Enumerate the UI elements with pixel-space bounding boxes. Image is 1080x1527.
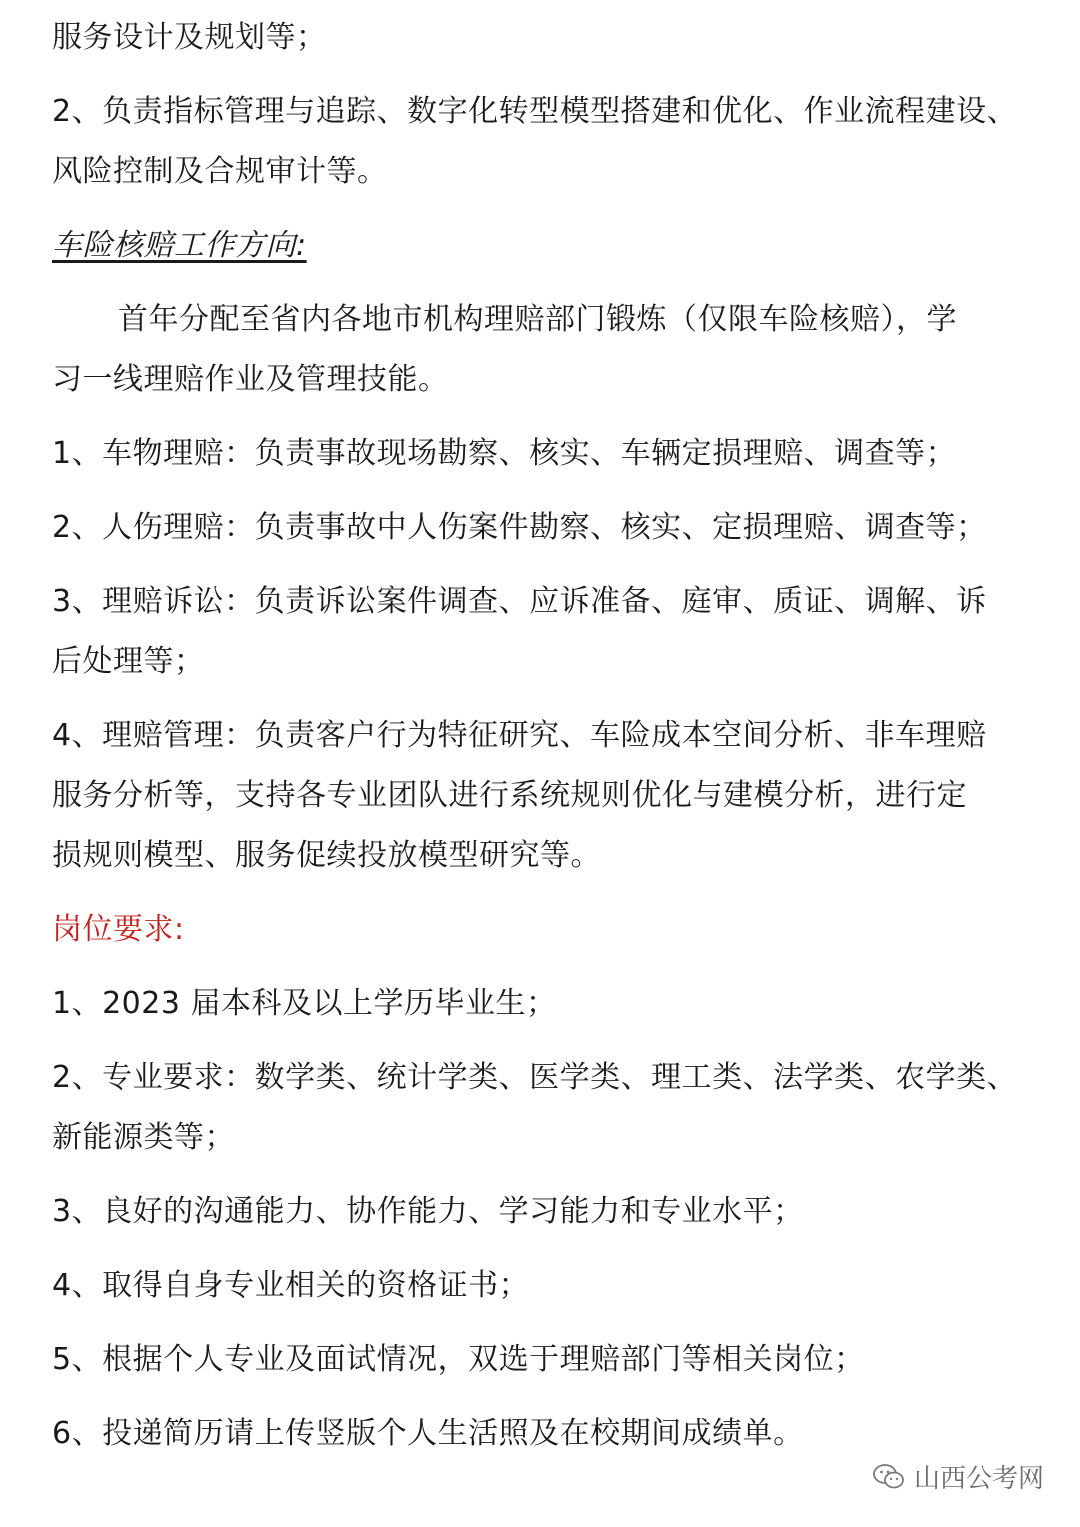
list-item: 2、人伤理赔：负责事故中人伤案件勘察、核实、定损理赔、调查等； [52, 510, 987, 545]
list-item: 5、根据个人专业及面试情况，双选于理赔部门等相关岗位； [52, 1342, 865, 1377]
list-item: 6、投递简历请上传竖版个人生活照及在校期间成绩单。 [52, 1416, 804, 1451]
text-line: 服务分析等，支持各专业团队进行系统规则优化与建模分析，进行定 [52, 778, 967, 813]
text-line: 新能源类等； [52, 1120, 235, 1155]
list-item: 1、车物理赔：负责事故现场勘察、核实、车辆定损理赔、调查等； [52, 436, 957, 471]
text-line: 服务设计及规划等； [52, 20, 327, 55]
watermark [872, 1458, 1044, 1495]
text-line: 2、负责指标管理与追踪、数字化转型模型搭建和优化、作业流程建设、 [52, 94, 1018, 129]
text-line: 风险控制及合规审计等。 [52, 154, 388, 189]
wechat-icon [872, 1462, 906, 1492]
list-item: 4、理赔管理：负责客户行为特征研究、车险成本空间分析、非车理赔 [52, 718, 987, 753]
section-heading-claims-direction: 车险核赔工作方向: [52, 228, 307, 263]
text-line: 损规则模型、服务促续投放模型研究等。 [52, 838, 601, 873]
list-item: 3、良好的沟通能力、协作能力、学习能力和专业水平； [52, 1194, 804, 1229]
text-line: 习一线理赔作业及管理技能。 [52, 362, 449, 397]
section-heading-requirements: 岗位要求: [52, 912, 185, 947]
text-line: 首年分配至省内各地市机构理赔部门锻炼（仅限车险核赔），学 [118, 302, 957, 337]
list-item: 3、理赔诉讼：负责诉讼案件调查、应诉准备、庭审、质证、调解、诉 [52, 584, 987, 619]
list-item: 1、2023 届本科及以上学历毕业生； [52, 986, 557, 1021]
list-item: 4、取得自身专业相关的资格证书； [52, 1268, 530, 1303]
watermark-text: 山西公考网 [913, 1464, 1044, 1494]
list-item: 2、专业要求：数学类、统计学类、医学类、理工类、法学类、农学类、 [52, 1060, 1018, 1095]
text-line: 后处理等； [52, 644, 205, 679]
